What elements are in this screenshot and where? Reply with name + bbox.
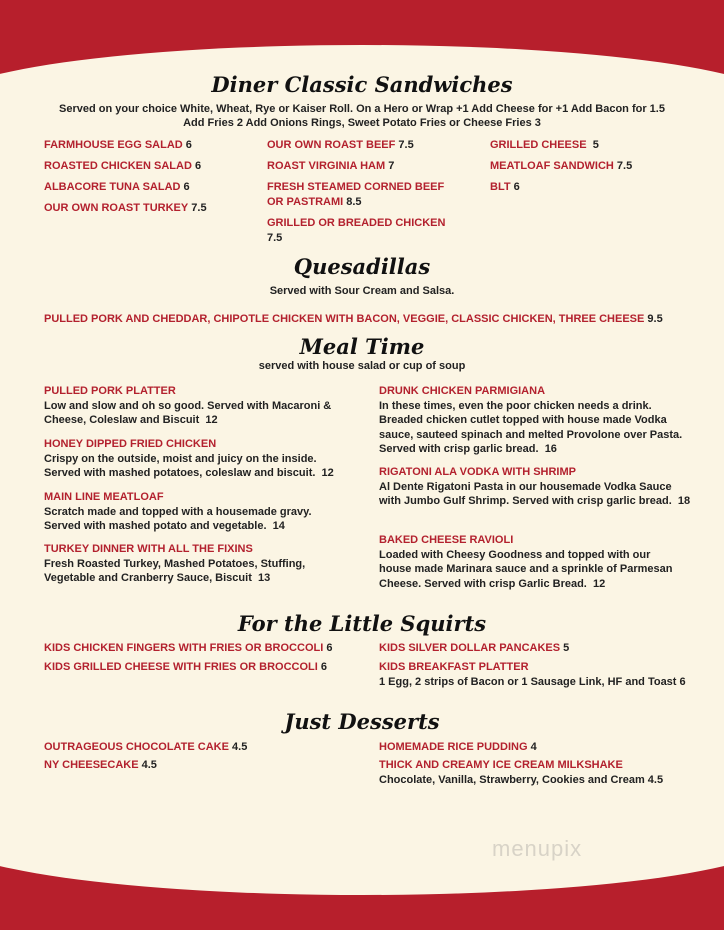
menu-item [44,384,344,428]
menu-item [379,758,699,787]
menu-item [44,740,247,755]
menu-item [490,138,599,153]
item-desc: Al Dente Rigatoni Pasta in our housemade Vodka Sauce with Jumbo Gulf Shrimp. Served with crisp garlic bread. [379,480,672,507]
menu-item [44,542,344,586]
menu-item [267,159,394,174]
item-price: 6 [183,181,190,193]
item-price: 6 [513,181,520,193]
menu-item [379,533,679,591]
menu-item [44,490,344,534]
menu-item [379,384,689,457]
item-price: 6 [194,160,202,172]
item-name: TURKEY DINNER WITH ALL THE FIXINS [44,543,253,555]
item-price: 5 [563,642,570,654]
item-name: OUR OWN ROAST TURKEY [44,202,189,214]
item-price: 7.5 [191,202,207,214]
watermark: menupix [492,836,583,861]
meal-note: served with house salad or cup of soup [258,360,466,372]
item-name: HOMEMADE RICE PUDDING [379,741,528,753]
item-desc: Scratch made and topped with a housemade gravy. Served with mashed potato and vegetable. [44,505,312,532]
menu-item [379,641,569,656]
item-name: KIDS SILVER DOLLAR PANCAKES [379,642,561,654]
item-price: 7.5 [616,160,633,172]
item-price: 8.5 [346,195,362,208]
quesadillas-note: Served with Sour Cream and Salsa. [269,285,455,297]
item-price: 4 [530,741,537,753]
item-desc: Fresh Roasted Turkey, Mashed Potatoes, Stuffing, Vegetable and Cranberry Sauce, Biscuit [44,557,306,584]
item-price: 7 [388,160,395,172]
menu-item [490,180,520,195]
item-desc: In these times, even the poor chicken needs a drink. Breaded chicken cutlet topped with house made Vodka sauce, sauteed spinach and melted Provolone over Pasta. Served with crisp garlic bread. [379,399,683,455]
menu-item [44,660,327,675]
item-name: MAIN LINE MEATLOAF [44,491,164,503]
item-name: PULLED PORK AND CHEDDAR, CHIPOTLE CHICKEN WITH BACON, VEGGIE, CLASSIC CHICKEN, THREE CHEESE [44,313,645,325]
item-name: ROAST VIRGINIA HAM [267,160,386,172]
item-name-line-2: OR PASTRAMI [267,195,344,208]
menu-item [44,180,190,195]
menu-item [44,201,207,216]
sandwiches-note-1: Served on your choice White, Wheat, Rye or Kaiser Roll. On a Hero or Wrap +1 Add Cheese for +1 Add Bacon for 1.5 [59,103,665,115]
menu-item [267,138,414,153]
menu-item [379,660,694,689]
desserts-title: Just Desserts [284,709,440,734]
item-name: ROASTED CHICKEN SALAD [44,160,192,172]
item-price: 6 [185,139,192,151]
menu-item [44,437,344,481]
item-price: 16 [544,443,557,455]
item-price: 6 [679,675,686,688]
item-name: MEATLOAF SANDWICH [490,160,614,172]
item-name: RIGATONI ALA VODKA WITH SHRIMP [379,466,576,478]
menu-item [379,740,537,755]
item-price: 4.5 [232,741,248,753]
item-desc: Low and slow and oh so good. Served with Macaroni & Cheese, Coleslaw and Biscuit [44,399,332,426]
item-desc: Loaded with Cheesy Goodness and topped with our house made Marinara sauce and a sprinkle of Parmesan Cheese. Served with crisp Garlic Bread. [379,548,673,590]
menu-item [44,312,663,327]
item-name: ALBACORE TUNA SALAD [44,181,181,193]
item-name: KIDS CHICKEN FINGERS WITH FRIES OR BROCCOLI [44,642,324,654]
item-name: FARMHOUSE EGG SALAD [44,139,183,151]
item-name: HONEY DIPPED FRIED CHICKEN [44,438,217,450]
menu-item [379,465,691,509]
item-name: OUR OWN ROAST BEEF [267,139,396,151]
item-price: 12 [593,577,606,590]
item-name: DRUNK CHICKEN PARMIGIANA [379,385,546,397]
item-price: 7.5 [398,139,414,151]
item-price: 6 [320,661,327,673]
menu-item [267,216,445,245]
meal-title: Meal Time [299,334,425,359]
item-price: 18 [677,495,691,507]
item-name: NY CHEESECAKE [44,759,139,771]
sandwiches-note-2: Add Fries 2 Add Onions Rings, Sweet Potato Fries or Cheese Fries 3 [183,117,541,129]
menu-item [44,159,201,174]
sandwiches-title: Diner Classic Sandwiches [211,72,513,97]
quesadillas-title: Quesadillas [293,254,431,279]
item-price: 12 [321,467,334,479]
item-price: 6 [326,642,333,654]
item-price: 13 [257,572,271,584]
item-name: GRILLED CHEESE [490,139,587,151]
item-price: 4.5 [141,759,157,771]
menu-item [490,159,632,174]
item-desc: 1 Egg, 2 strips of Bacon or 1 Sausage Link, HF and Toast [379,675,677,688]
item-name: THICK AND CREAMY ICE CREAM MILKSHAKE [379,759,623,771]
item-name: BAKED CHEESE RAVIOLI [379,534,514,546]
item-desc: Crispy on the outside, moist and juicy on the inside. Served with mashed potatoes, coleslaw and biscuit. [44,452,317,479]
item-name: OUTRAGEOUS CHOCOLATE CAKE [44,741,229,753]
item-price: 7.5 [267,231,283,244]
item-price: 14 [272,520,285,532]
item-desc: Chocolate, Vanilla, Strawberry, Cookies and Cream [379,773,645,786]
item-price: 12 [205,414,218,426]
item-name: FRESH STEAMED CORNED BEEF [267,181,445,193]
item-name: BLT [490,181,511,193]
item-name: PULLED PORK PLATTER [44,385,176,397]
menu-item [267,180,444,209]
item-name: KIDS BREAKFAST PLATTER [379,661,529,673]
menu-item [44,138,192,153]
menu-item [44,641,332,656]
item-price: 4.5 [647,773,664,786]
item-name: GRILLED OR BREADED CHICKEN [267,217,446,229]
menu-item [44,758,157,773]
item-price: 5 [592,139,599,151]
item-price: 9.5 [647,313,663,325]
item-name: KIDS GRILLED CHEESE WITH FRIES OR BROCCOLI [44,661,318,673]
kids-title: For the Little Squirts [237,611,487,636]
